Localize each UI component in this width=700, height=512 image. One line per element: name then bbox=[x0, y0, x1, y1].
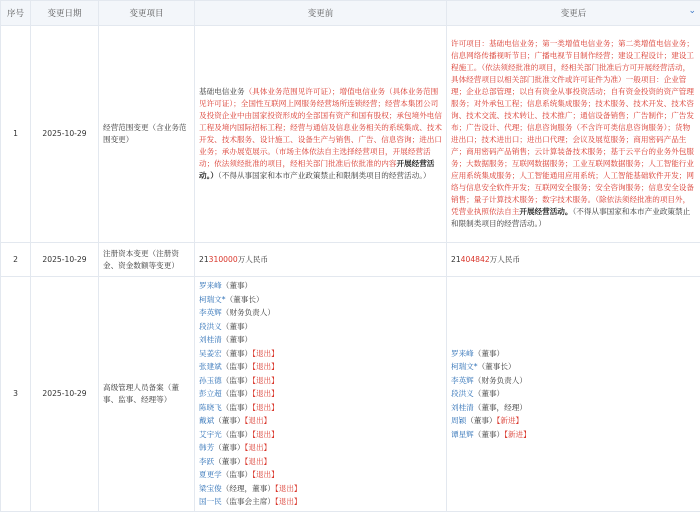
person-entry bbox=[451, 401, 696, 415]
person-entry bbox=[199, 374, 442, 388]
person-name-link[interactable]: 罗来峰 bbox=[451, 349, 474, 358]
person-role: （董事） bbox=[222, 335, 252, 344]
row-before bbox=[195, 277, 447, 512]
person-name-link[interactable]: 张建斌 bbox=[199, 362, 222, 371]
person-role: （董事） bbox=[214, 416, 244, 425]
person-name-link[interactable]: 夏更学 bbox=[199, 470, 222, 479]
person-role: （监事） bbox=[222, 376, 252, 385]
person-name-link[interactable]: 吴姜宏 bbox=[199, 349, 222, 358]
person-entry bbox=[199, 347, 442, 361]
person-name-link[interactable]: 柯瑞文* bbox=[199, 295, 226, 304]
person-name-link[interactable]: 韩芳 bbox=[199, 443, 214, 452]
person-name-link[interactable]: 李英辉 bbox=[451, 376, 474, 385]
person-name-link[interactable]: 柯瑞文* bbox=[451, 362, 478, 371]
person-name-link[interactable]: 国一民 bbox=[199, 497, 222, 506]
person-role: （董事） bbox=[222, 281, 252, 290]
person-entry bbox=[451, 428, 696, 442]
person-role: （财务负责人） bbox=[474, 376, 527, 385]
person-name-link[interactable]: 刘桂清 bbox=[451, 403, 474, 412]
person-entry bbox=[199, 293, 442, 307]
row-date: 2025-10-29 bbox=[31, 277, 99, 512]
person-entry bbox=[199, 482, 442, 496]
person-name-link[interactable]: 艾宇光 bbox=[199, 430, 222, 439]
person-role: （董事） bbox=[474, 430, 504, 439]
row-date: 2025-10-29 bbox=[31, 243, 99, 277]
header-date: 变更日期 bbox=[31, 1, 99, 26]
person-role: （董事） bbox=[222, 349, 252, 358]
person-role: （监事） bbox=[222, 362, 252, 371]
header-item: 变更项目 bbox=[99, 1, 195, 26]
chevron-down-icon[interactable]: ⌄ bbox=[688, 6, 696, 16]
status-tag: 【退出】 bbox=[245, 416, 272, 425]
person-entry bbox=[199, 279, 442, 293]
row-after: 21404842万人民币 bbox=[447, 243, 700, 277]
person-role: （监事） bbox=[222, 403, 252, 412]
status-tag: 【退出】 bbox=[252, 349, 279, 358]
status-tag: 【退出】 bbox=[252, 430, 279, 439]
header-before: 变更前 bbox=[195, 1, 447, 26]
person-role: （董事） bbox=[474, 349, 504, 358]
status-tag: 【退出】 bbox=[252, 403, 279, 412]
person-role: （董事） bbox=[466, 416, 496, 425]
person-role: （董事长） bbox=[226, 295, 264, 304]
person-name-link[interactable]: 周颖 bbox=[451, 416, 466, 425]
person-name-link[interactable]: 段洪义 bbox=[451, 389, 474, 398]
person-entry bbox=[199, 320, 442, 334]
person-name-link[interactable]: 彭立超 bbox=[199, 389, 222, 398]
person-role: （董事长） bbox=[478, 362, 516, 371]
person-entry bbox=[199, 401, 442, 415]
header-seq: 序号 bbox=[1, 1, 31, 26]
row-seq: 3 bbox=[1, 277, 31, 512]
status-tag: 【退出】 bbox=[252, 376, 279, 385]
person-entry bbox=[199, 455, 442, 469]
person-entry bbox=[199, 387, 442, 401]
table-row bbox=[1, 277, 700, 512]
row-item: 注册资本变更（注册资金、资金数额等变更） bbox=[99, 243, 195, 277]
person-role: （董事） bbox=[214, 443, 244, 452]
row-before: 21310000万人民币 bbox=[195, 243, 447, 277]
person-role: （监事） bbox=[222, 430, 252, 439]
person-role: （董事，经理） bbox=[474, 403, 527, 412]
row-item: 经营范围变更（含业务范围变更） bbox=[99, 26, 195, 243]
person-role: （经理，董事） bbox=[222, 484, 275, 493]
person-name-link[interactable]: 梁宝俊 bbox=[199, 484, 222, 493]
person-name-link[interactable]: 罗来峰 bbox=[199, 281, 222, 290]
person-entry bbox=[199, 306, 442, 320]
row-after: 许可项目：基础电信业务；第一类增值电信业务；第二类增值电信业务；信息网络传播视听节目；广播电视节目制作经营；建设工程设计；建设工程施工。（依法须经批准的项目，经相关部门批准后方可开展经营活动，具体经营项目以相关部门批准文件或许可证件为准）一般项目：企业管理；企业总部管理；以自有资金从事投资活动；自有资金投资的资产管理服务；对外承包工程；信息系统集成服务；技术服务、技术开发、技术咨询、技术交流、技术转让、技术推广；通信设备销售；广告制作；广告发布；广告设计、代理；信息咨询服务（不含许可类信息咨询服务）；货物进出口；技术进出口；进出口代理；会议及展览服务；商用密码产品生产；商用密码产品销售；云计算装备技术服务；基于云平台的业务外包服务；大数据服务；互联网数据服务；工业互联网数据服务；人工智能行业应用系统集成服务；人工智能通用应用系统；人工智能基础软件开发；网络与信息安全软件开发；互联网安全服务；安全咨询服务；信息安全设备销售；量子计算技术服务；数字技术服务。（除依法须经批准的项目外，凭营业执照依法自主开展经营活动。（不得从事国家和本市产业政策禁止和限制类项目的经营活动。） bbox=[447, 26, 700, 243]
person-role: （监事） bbox=[222, 389, 252, 398]
row-item: 高级管理人员备案（董事、监事、经理等） bbox=[99, 277, 195, 512]
person-entry bbox=[199, 333, 442, 347]
header-after: 变更后 bbox=[447, 1, 700, 26]
status-tag: 【退出】 bbox=[275, 484, 302, 493]
status-tag: 【新进】 bbox=[497, 416, 524, 425]
person-name-link[interactable]: 段洪义 bbox=[199, 322, 222, 331]
person-role: （财务负责人） bbox=[222, 308, 275, 317]
row-before: 基础电信业务（具体业务范围见许可证）；增值电信业务（具体业务范围见许可证）；全国性互联网上网服务经营场所连锁经营；经营本集团公司及投资企业中由国家投资形成的全部国有资产和国有股权；承包境外电信工程及境内国际招标工程；经营与通信及信息业务相关的系统集成、技术开发、技术服务、设计施工、设备生产与销售、广告、信息咨询；进出口业务；承办展览展示。（市场主体依法自主选择经营项目，开展经营活动；依法须经批准的项目，经相关部门批准后依批准的内容开展经营活动。）（不得从事国家和本市产业政策禁止和限制类项目的经营活动。） bbox=[195, 26, 447, 243]
status-tag: 【退出】 bbox=[252, 389, 279, 398]
status-tag: 【新进】 bbox=[504, 430, 531, 439]
person-role: （监事） bbox=[222, 470, 252, 479]
person-entry bbox=[199, 468, 442, 482]
table-row bbox=[1, 26, 700, 243]
person-name-link[interactable]: 刘桂清 bbox=[199, 335, 222, 344]
person-role: （监事会主席） bbox=[222, 497, 275, 506]
person-role: （董事） bbox=[222, 322, 252, 331]
person-name-link[interactable]: 戴斌 bbox=[199, 416, 214, 425]
person-entry bbox=[451, 387, 696, 401]
person-name-link[interactable]: 李英辉 bbox=[199, 308, 222, 317]
person-entry bbox=[451, 374, 696, 388]
person-name-link[interactable]: 谭星辉 bbox=[451, 430, 474, 439]
row-seq: 1 bbox=[1, 26, 31, 243]
row-seq: 2 bbox=[1, 243, 31, 277]
person-entry bbox=[199, 441, 442, 455]
person-name-link[interactable]: 陈晓飞 bbox=[199, 403, 222, 412]
person-role: （董事） bbox=[214, 457, 244, 466]
status-tag: 【退出】 bbox=[252, 470, 279, 479]
person-role: （董事） bbox=[474, 389, 504, 398]
person-name-link[interactable]: 孙玉德 bbox=[199, 376, 222, 385]
after-people-list bbox=[451, 347, 696, 442]
table-header-row bbox=[1, 1, 700, 26]
person-entry bbox=[199, 360, 442, 374]
table-row bbox=[1, 243, 700, 277]
person-entry bbox=[199, 495, 442, 509]
person-name-link[interactable]: 李跃 bbox=[199, 457, 214, 466]
row-date: 2025-10-29 bbox=[31, 26, 99, 243]
row-after bbox=[447, 277, 700, 512]
status-tag: 【退出】 bbox=[245, 457, 272, 466]
status-tag: 【退出】 bbox=[275, 497, 302, 506]
person-entry bbox=[199, 414, 442, 428]
status-tag: 【退出】 bbox=[245, 443, 272, 452]
person-entry bbox=[451, 414, 696, 428]
person-entry bbox=[451, 347, 696, 361]
person-entry bbox=[451, 360, 696, 374]
before-people-list bbox=[199, 279, 442, 509]
person-entry bbox=[199, 428, 442, 442]
status-tag: 【退出】 bbox=[252, 362, 279, 371]
